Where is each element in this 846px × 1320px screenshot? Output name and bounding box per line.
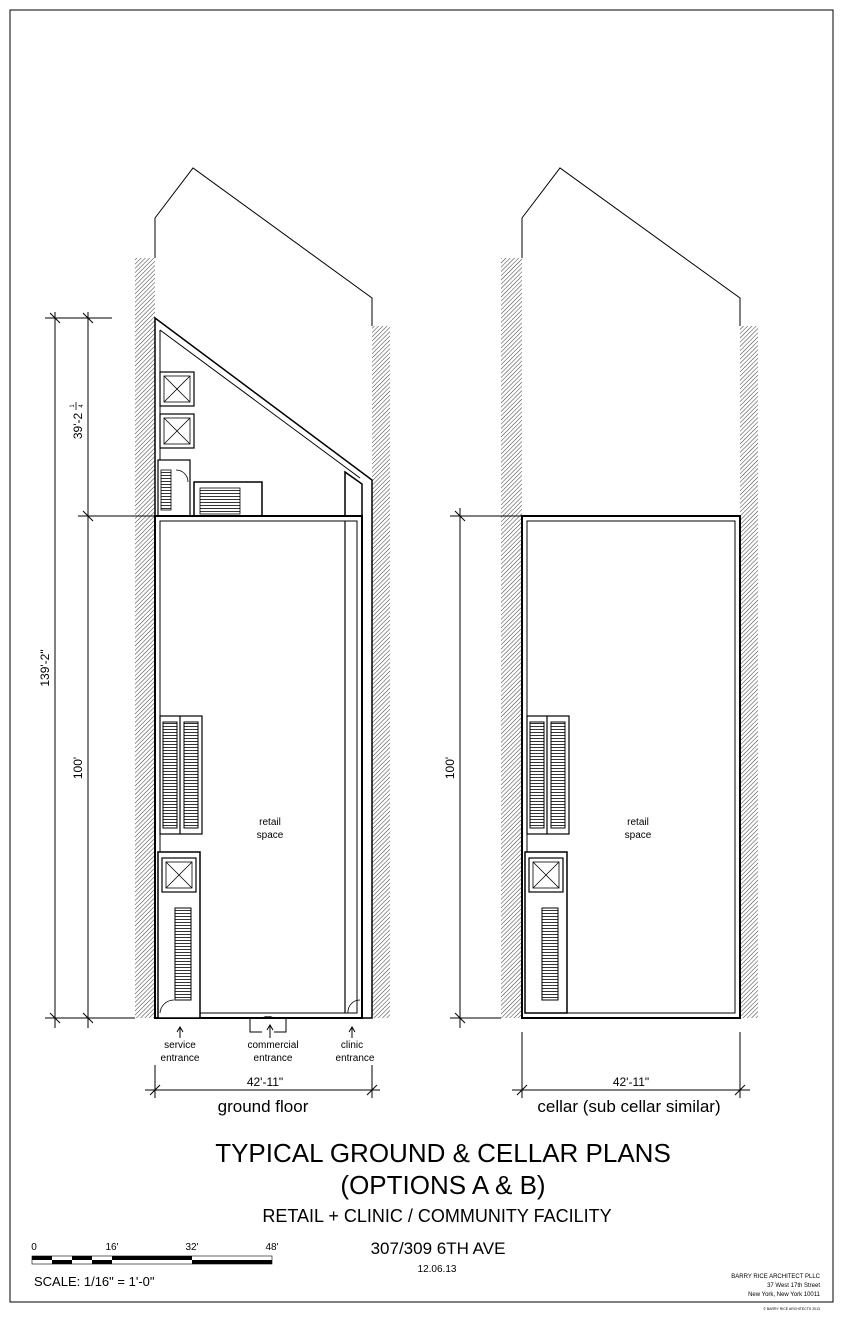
- sheet-title: TYPICAL GROUND & CELLAR PLANS: [215, 1138, 671, 1168]
- svg-text:1: 1: [70, 404, 76, 408]
- lot-outline: [155, 168, 372, 326]
- ground-floor-title: ground floor: [217, 1097, 309, 1116]
- svg-text:4: 4: [79, 404, 85, 408]
- svg-text:39'-2: 39'-2: [71, 412, 85, 440]
- commercial-entrance-label: entrance: [253, 1053, 293, 1064]
- scale-label-16: 16': [105, 1242, 119, 1253]
- firm-city: New York, New York 10011: [748, 1292, 820, 1298]
- retail-label: retail: [627, 817, 649, 828]
- title-block: [215, 1138, 671, 1275]
- scale-label-32: 32': [185, 1242, 199, 1253]
- retail-label: space: [256, 830, 284, 841]
- right-party-wall: [740, 326, 758, 1018]
- firm-name: BARRY RICE ARCHITECT PLLC: [731, 1274, 820, 1280]
- front-depth-dim: 100': [443, 756, 457, 780]
- escalator-icon: [527, 716, 569, 834]
- left-party-wall: [135, 258, 155, 1018]
- address: 307/309 6TH AVE: [370, 1239, 506, 1258]
- service-entrance-label: service: [164, 1040, 196, 1051]
- firm-street: 37 West 17th Street: [767, 1283, 820, 1289]
- firm-info: [731, 1274, 820, 1311]
- elevator-icon: [160, 372, 194, 406]
- clinic-entrance-arrow: [349, 1027, 355, 1038]
- elevator-icon: [160, 414, 194, 448]
- width-dim-label: 42'-11": [246, 1075, 284, 1089]
- width-dim-label: 42'-11": [612, 1075, 650, 1089]
- service-entrance-arrow: [177, 1027, 183, 1038]
- front-stair: [175, 908, 191, 1000]
- escalator-icon: [160, 716, 202, 834]
- commercial-entrance-label: commercial: [247, 1040, 299, 1051]
- program-line: RETAIL + CLINIC / COMMUNITY FACILITY: [262, 1206, 612, 1226]
- issue-date: 12.06.13: [417, 1264, 457, 1275]
- clinic-entrance-label: entrance: [335, 1053, 375, 1064]
- commercial-entrance-arrow: [267, 1025, 273, 1038]
- scale-label-48: 48': [265, 1242, 279, 1253]
- front-stair: [542, 908, 558, 1000]
- retail-label: retail: [259, 817, 281, 828]
- cellar-title: cellar (sub cellar similar): [537, 1097, 721, 1116]
- elevator-icon: [162, 858, 196, 892]
- service-entrance-label: entrance: [160, 1053, 200, 1064]
- ground-floor-plan: [38, 168, 390, 1116]
- retail-label: space: [624, 830, 652, 841]
- firm-copyright: © BARRY RICE ARCHITECTS 2013: [763, 1307, 820, 1311]
- right-party-wall: [372, 326, 390, 1018]
- elevator-icon: [529, 858, 563, 892]
- scale-bar: [31, 1242, 278, 1289]
- scale-note: SCALE: 1/16" = 1'-0": [34, 1274, 155, 1289]
- front-depth-dim: 100': [71, 756, 85, 780]
- rear-depth-dim: [70, 402, 85, 439]
- lot-outline: [522, 168, 740, 326]
- clinic-entrance-label: clinic: [340, 1040, 364, 1051]
- left-party-wall: [501, 258, 522, 1018]
- sheet-subtitle: (OPTIONS A & B): [340, 1170, 546, 1200]
- cellar-plan: [443, 168, 758, 1116]
- scale-label-0: 0: [31, 1242, 37, 1253]
- overall-depth-dim: 139'-2": [38, 649, 52, 687]
